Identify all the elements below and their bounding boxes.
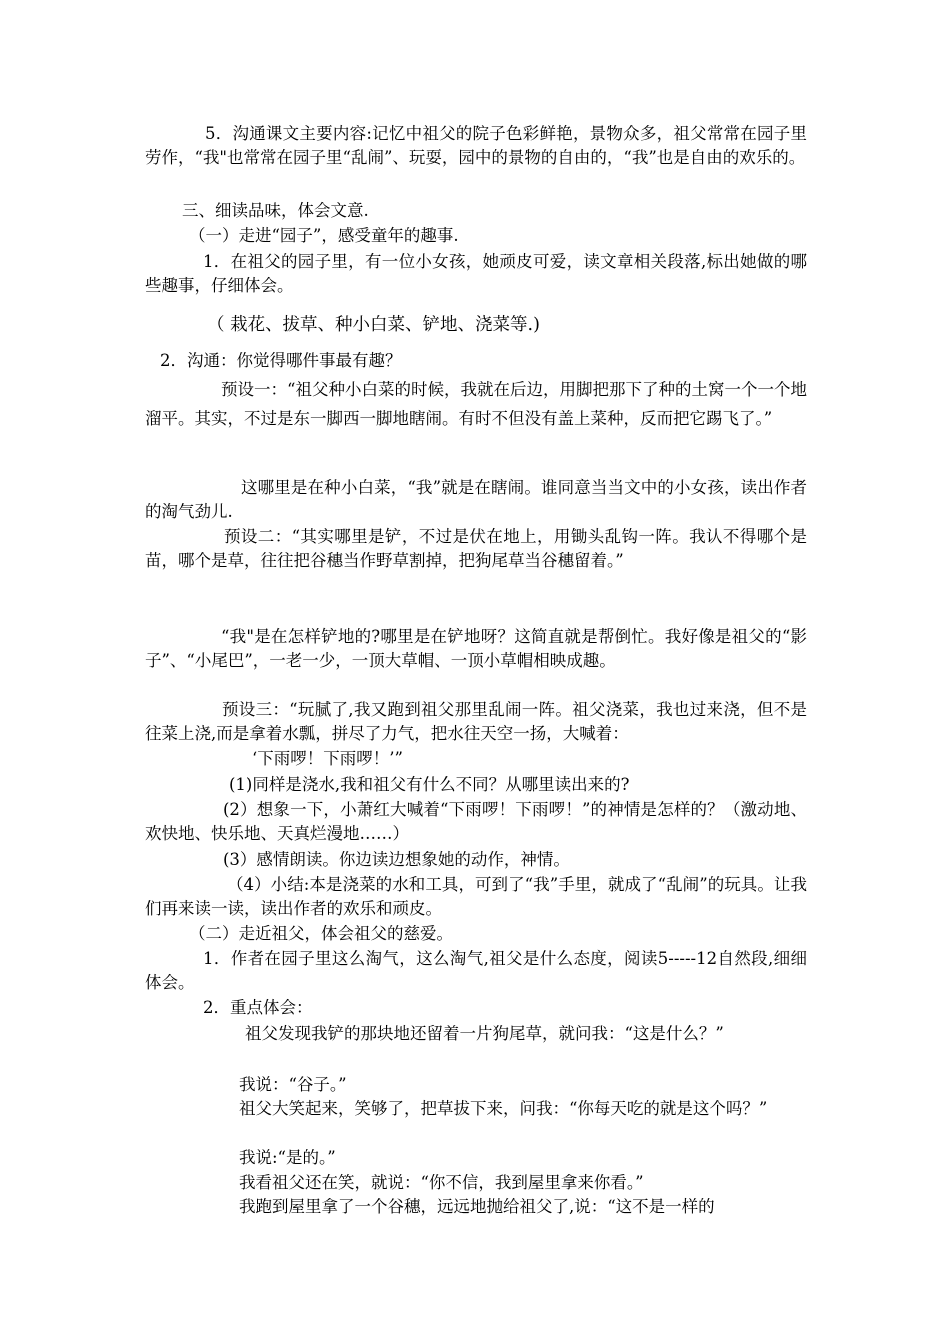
subsection-heading-1: （一）走进“园子”，感受童年的趣事. [189, 226, 459, 245]
paragraph-task-2-2: 2．重点体会： [203, 998, 313, 1017]
subsection-heading-2: （二）走近祖父，体会祖父的慈爱。 [189, 924, 453, 943]
paragraph-comment-2: “我"是在怎样铲地的?哪里是在铲地呀？这简直就是帮倒忙。我好像是祖父的“影子”、“小尾巴”，一老一少，一顶大草帽、一顶小草帽相映成趣。 [145, 627, 807, 670]
paragraph-preset-1: 预设一：“祖父种小白菜的时候，我就在后边，用脚把那下了种的土窝一个一个地溜平。其实，不过是东一脚西一脚地瞎闹。有时不但没有盖上菜种，反而把它踢飞了。” [145, 380, 807, 428]
dialogue-4: 我说:“是的。” [239, 1148, 336, 1167]
question-3: (3）感情朗读。你边读边想象她的动作，神情。 [223, 850, 570, 869]
dialogue-6: 我跑到屋里拿了一个谷穗，远远地抛给祖父了,说：“这不是一样的 [239, 1197, 715, 1216]
paragraph-discussion: 2．沟通：你觉得哪件事最有趣？ [160, 351, 402, 370]
section-heading-3: 三、细读品味，体会文意. [182, 201, 369, 220]
paragraph-comment-1: 这哪里是在种小白菜，“我”就是在瞎闹。谁同意当当文中的小女孩，读出作者的淘气劲儿. [145, 478, 807, 521]
question-4-summary: （4）小结:本是浇菜的水和工具，可到了“我”手里，就成了“乱闹”的玩具。让我们再来读一读，读出作者的欢乐和顽皮。 [145, 875, 807, 918]
paragraph-quote-rain: ‘下雨啰！下雨啰！’” [252, 749, 403, 768]
dialogue-1: 祖父发现我铲的那块地还留着一片狗尾草，就问我：“这是什么？” [245, 1024, 724, 1043]
dialogue-2: 我说：“谷子。” [239, 1075, 347, 1094]
paragraph-task-2-1: 1．作者在园子里这么淘气，这么淘气,祖父是什么态度，阅读5-----12自然段,细细体会。 [145, 949, 807, 992]
question-2: (2）想象一下，小萧红大喊着“下雨啰！下雨啰！”的神情是怎样的？（激动地、欢快地、快乐地、天真烂漫地……） [145, 800, 807, 843]
paragraph-preset-3: 预设三：“玩腻了,我又跑到祖父那里乱闹一阵。祖父浇菜，我也过来浇，但不是往菜上浇,而是拿着水瓢，拼尽了力气，把水往天空一扬，大喊着： [145, 700, 807, 743]
dialogue-5: 我看祖父还在笑，就说：“你不信，我到屋里拿来你看。” [239, 1173, 644, 1192]
paragraph-preset-2: 预设二：“其实哪里是铲，不过是伏在地上，用锄头乱钩一阵。我认不得哪个是苗，哪个是草，往往把谷穗当作野草割掉，把狗尾草当谷穗留着。” [145, 527, 807, 570]
dialogue-3: 祖父大笑起来，笑够了，把草拔下来，问我：“你每天吃的就是这个吗？” [239, 1099, 768, 1118]
paragraph-summary: 5．沟通课文主要内容:记忆中祖父的院子色彩鲜艳，景物众多，祖父常常在园子里劳作，“我"也常常在园子里“乱闹”、玩耍，园中的景物的自由的，“我”也是自由的欢乐的。 [145, 124, 807, 167]
paragraph-answer-list: （ 栽花、拔草、种小白菜、铲地、浇菜等.) [207, 315, 540, 335]
question-1: (1)同样是浇水,我和祖父有什么不同？从哪里读出来的? [229, 775, 630, 794]
paragraph-task-1: 1．在祖父的园子里，有一位小女孩，她顽皮可爱，读文章相关段落,标出她做的哪些趣事，仔细体会。 [145, 252, 807, 295]
